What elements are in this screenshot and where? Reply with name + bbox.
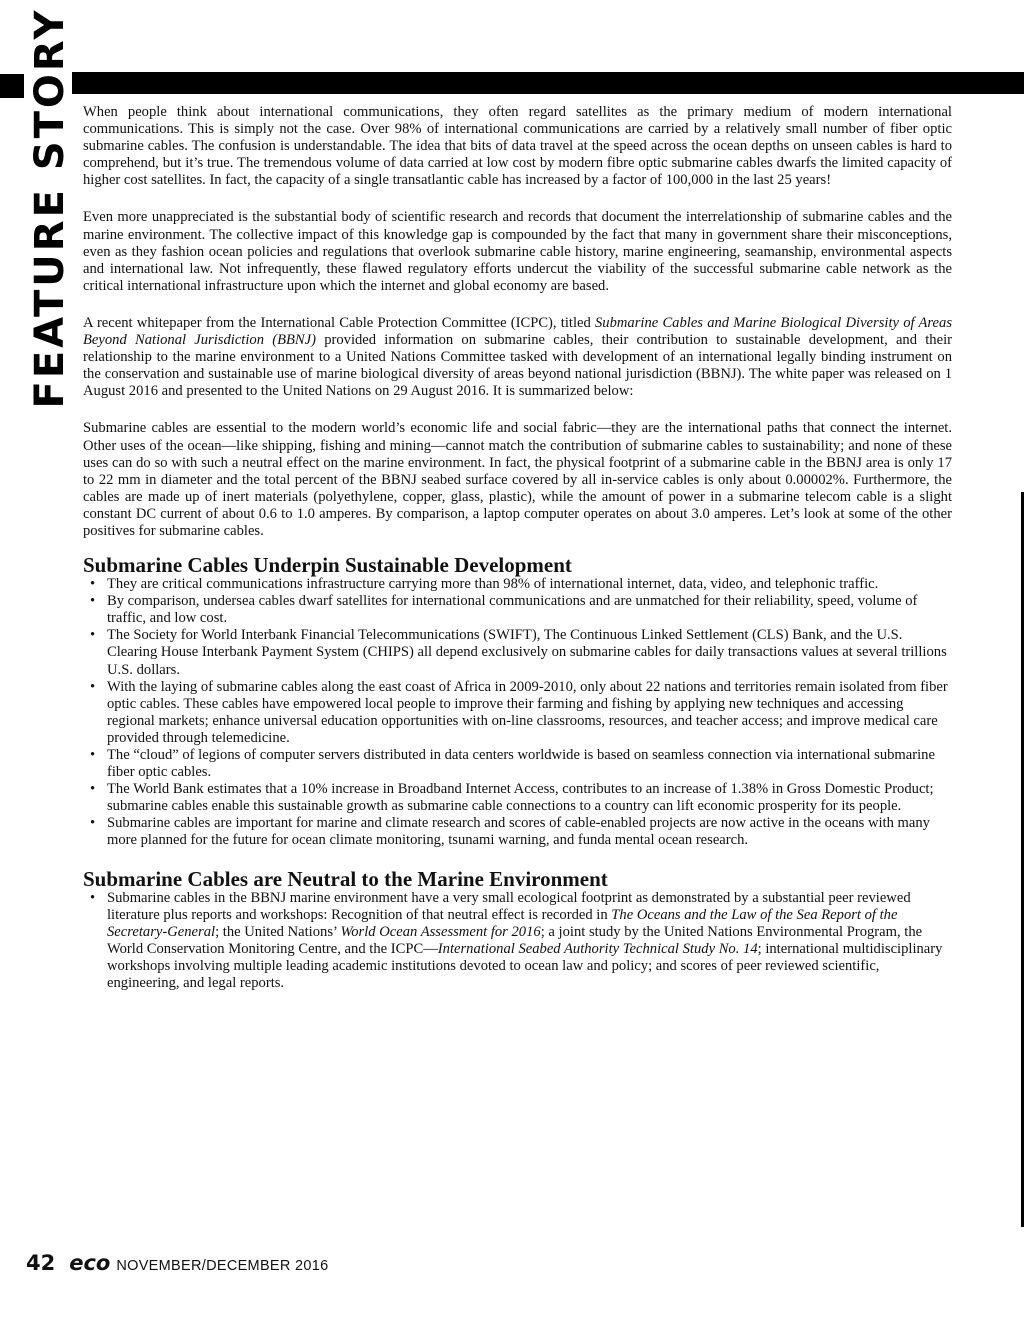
text-run: provided information on submarine cables, their contribution to sustainable development, and their relationship to the marine environment to a United Nations Committee tasked with development of an international legally binding instrument on the conservation and sustainable use of marine biological diversity of areas beyond national jurisdiction (BBNJ). The white paper was released on 1 August 2016 and presented to the United Nations on 29 August 2016. It is summarized below: [83,332,952,400]
list-item-text: The “cloud” of legions of computer servers distributed in data centers worldwide is based on seamless connection via international submarine fiber optic cables. [107,747,935,781]
citation-title: The Oceans and the Law of the Sea Report of the Secretary-General [107,906,898,940]
whitepaper-paragraph [83,315,952,400]
header-rule [72,72,1024,94]
section-label [26,7,74,409]
text-run: ; a joint study by the United Nations Environmental Program, the World Conservation Monitoring Centre, and the ICPC— [107,923,923,957]
list-item-text: The World Bank estimates that a 10% increase in Broadband Internet Access, contributes to an increase of 1.38% in Gross Domestic Product; submarine cables enable this sustainable growth as submarine cable connections to a country can lift economic prosperity for its people. [107,781,934,815]
issue-date: NOVEMBER/DECEMBER 2016 [116,1258,329,1274]
list-item-text: They are critical communications infrastructure carrying more than 98% of international internet, data, video, and telephonic traffic. [107,576,879,593]
list-item [83,815,952,849]
list-item [83,679,952,747]
list-item [83,593,952,627]
bullet-list [83,576,952,850]
whitepaper-title: Submarine Cables and Marine Biological Diversity of Areas Beyond National Jurisdiction (BBNJ) [83,314,952,349]
list-item [83,627,952,678]
bullet-icon: • [90,678,96,695]
list-item-text: Submarine cables are important for marine and climate research and scores of cable-enabled projects are now active in the oceans with many more planned for the future for ocean climate monitoring, tsunami warning, and funda mental ocean research. [107,815,930,849]
list-item-text: With the laying of submarine cables along the east coast of Africa in 2009-2010, only about 22 nations and territories remain isolated from fiber optic cables. These cables have empowered local people to improve their farming and fishing by applying new techniques and accessing regional markets; enhance universal education opportunities with on-line classrooms, resources, and teacher access; and improve medical care provided through telemedicine. [107,678,948,746]
bullet-icon: • [90,627,96,644]
list-item [83,576,952,593]
list-item [83,890,952,993]
bullet-icon: • [90,815,96,832]
bullet-list [83,890,952,993]
summary-paragraph: Submarine cables are essential to the modern world’s economic life and social fabric—they are the international paths that connect the internet. Other uses of the ocean—like shipping, fishing and mining—cannot match the contribution of submarine cables to sustainability; and none of these uses can do so with such a neutral effect on the marine environment. In fact, the physical footprint of a submarine cable in the BBNJ area is only 17 to 22 mm in diameter and the total percent of the BBNJ seabed surface covered by all in-service cables is only about 0.00002%. Furthermore, the cables are made up of inert materials (polyethylene, copper, glass, plastic), while the amount of power in a submarine telecom cable is a slight constant DC current of about 0.6 to 1.0 amperes. By comparison, a laptop computer operates on about 3.0 amperes. Let’s look at some of the other positives for submarine cables. [83,420,952,539]
text-run: A recent whitepaper from the International Cable Protection Committee (ICPC), titled [83,314,595,331]
list-item-text: By comparison, undersea cables dwarf satellites for international communications and are unmatched for their reliability, speed, volume of traffic, and low cost. [107,593,918,627]
header-block [0,74,24,98]
section-label-text: FEATURE STORY [27,7,73,409]
bullet-icon: • [90,889,96,906]
list-item [83,747,952,781]
list-item [83,781,952,815]
bullet-icon: • [90,576,96,593]
text-run: ; international multidisciplinary workshops involving multiple leading academic institutions devoted to ocean law and policy; and scores of peer reviewed scientific, engineering, and legal reports. [107,940,943,992]
section-heading: Submarine Cables Underpin Sustainable Development [83,553,572,578]
page-number: 42 [26,1251,56,1275]
intro-paragraph: When people think about international communications, they often regard satellites as the primary medium of modern international communications. This is simply not the case. Over 98% of international communications are carried by a relatively small number of fiber optic submarine cables. The confusion is understandable. The idea that bits of data travel at the speed across the ocean depths on unseen cables is hard to comprehend, but it’s true. The tremendous volume of data carried at low cost by modern fibre optic submarine cables dwarfs the limited capacity of higher cost satellites. In fact, the capacity of a single transatlantic cable has increased by a factor of 100,000 in the last 25 years! [83,104,952,189]
text-run: ; the United Nations’ [215,923,341,940]
article-body [83,104,952,992]
intro-paragraph: Even more unappreciated is the substantial body of scientific research and records that document the interrelationship of submarine cables and the marine environment. The collective impact of this knowledge gap is compounded by the fact that many in government share their misconceptions, even as they fashion ocean policies and regulations that overlook submarine cable history, marine engineering, seamanship, environmental aspects and international law. Not infrequently, these flawed regulatory efforts undercut the viability of the successful submarine cable network as the critical international infrastructure upon which the internet and global economy are based. [83,209,952,294]
text-run: Submarine cables in the BBNJ marine environment have a very small ecological footprint as demonstrated by a substantial peer reviewed literature plus reports and workshops: Recognition of that neutral effect is recorded in [107,889,911,923]
bullet-icon: • [90,593,96,610]
bullet-icon: • [90,747,96,763]
section-heading: Submarine Cables are Neutral to the Marine Environment [83,866,608,891]
page-footer [26,1251,328,1275]
list-item-text: The Society for World Interbank Financial Telecommunications (SWIFT), The Continuous Linked Settlement (CLS) Bank, and the U.S. Clearing House Interbank Payment System (CHIPS) all depend exclusively on submarine cables for daily transactions values at several trillions U.S. dollars. [107,627,947,678]
publication-logo: eco [69,1251,111,1275]
citation-title: International Seabed Authority Technical Study No. 14 [437,940,758,957]
bullet-icon: • [90,781,96,798]
citation-title: World Ocean Assessment for 2016 [340,923,541,940]
